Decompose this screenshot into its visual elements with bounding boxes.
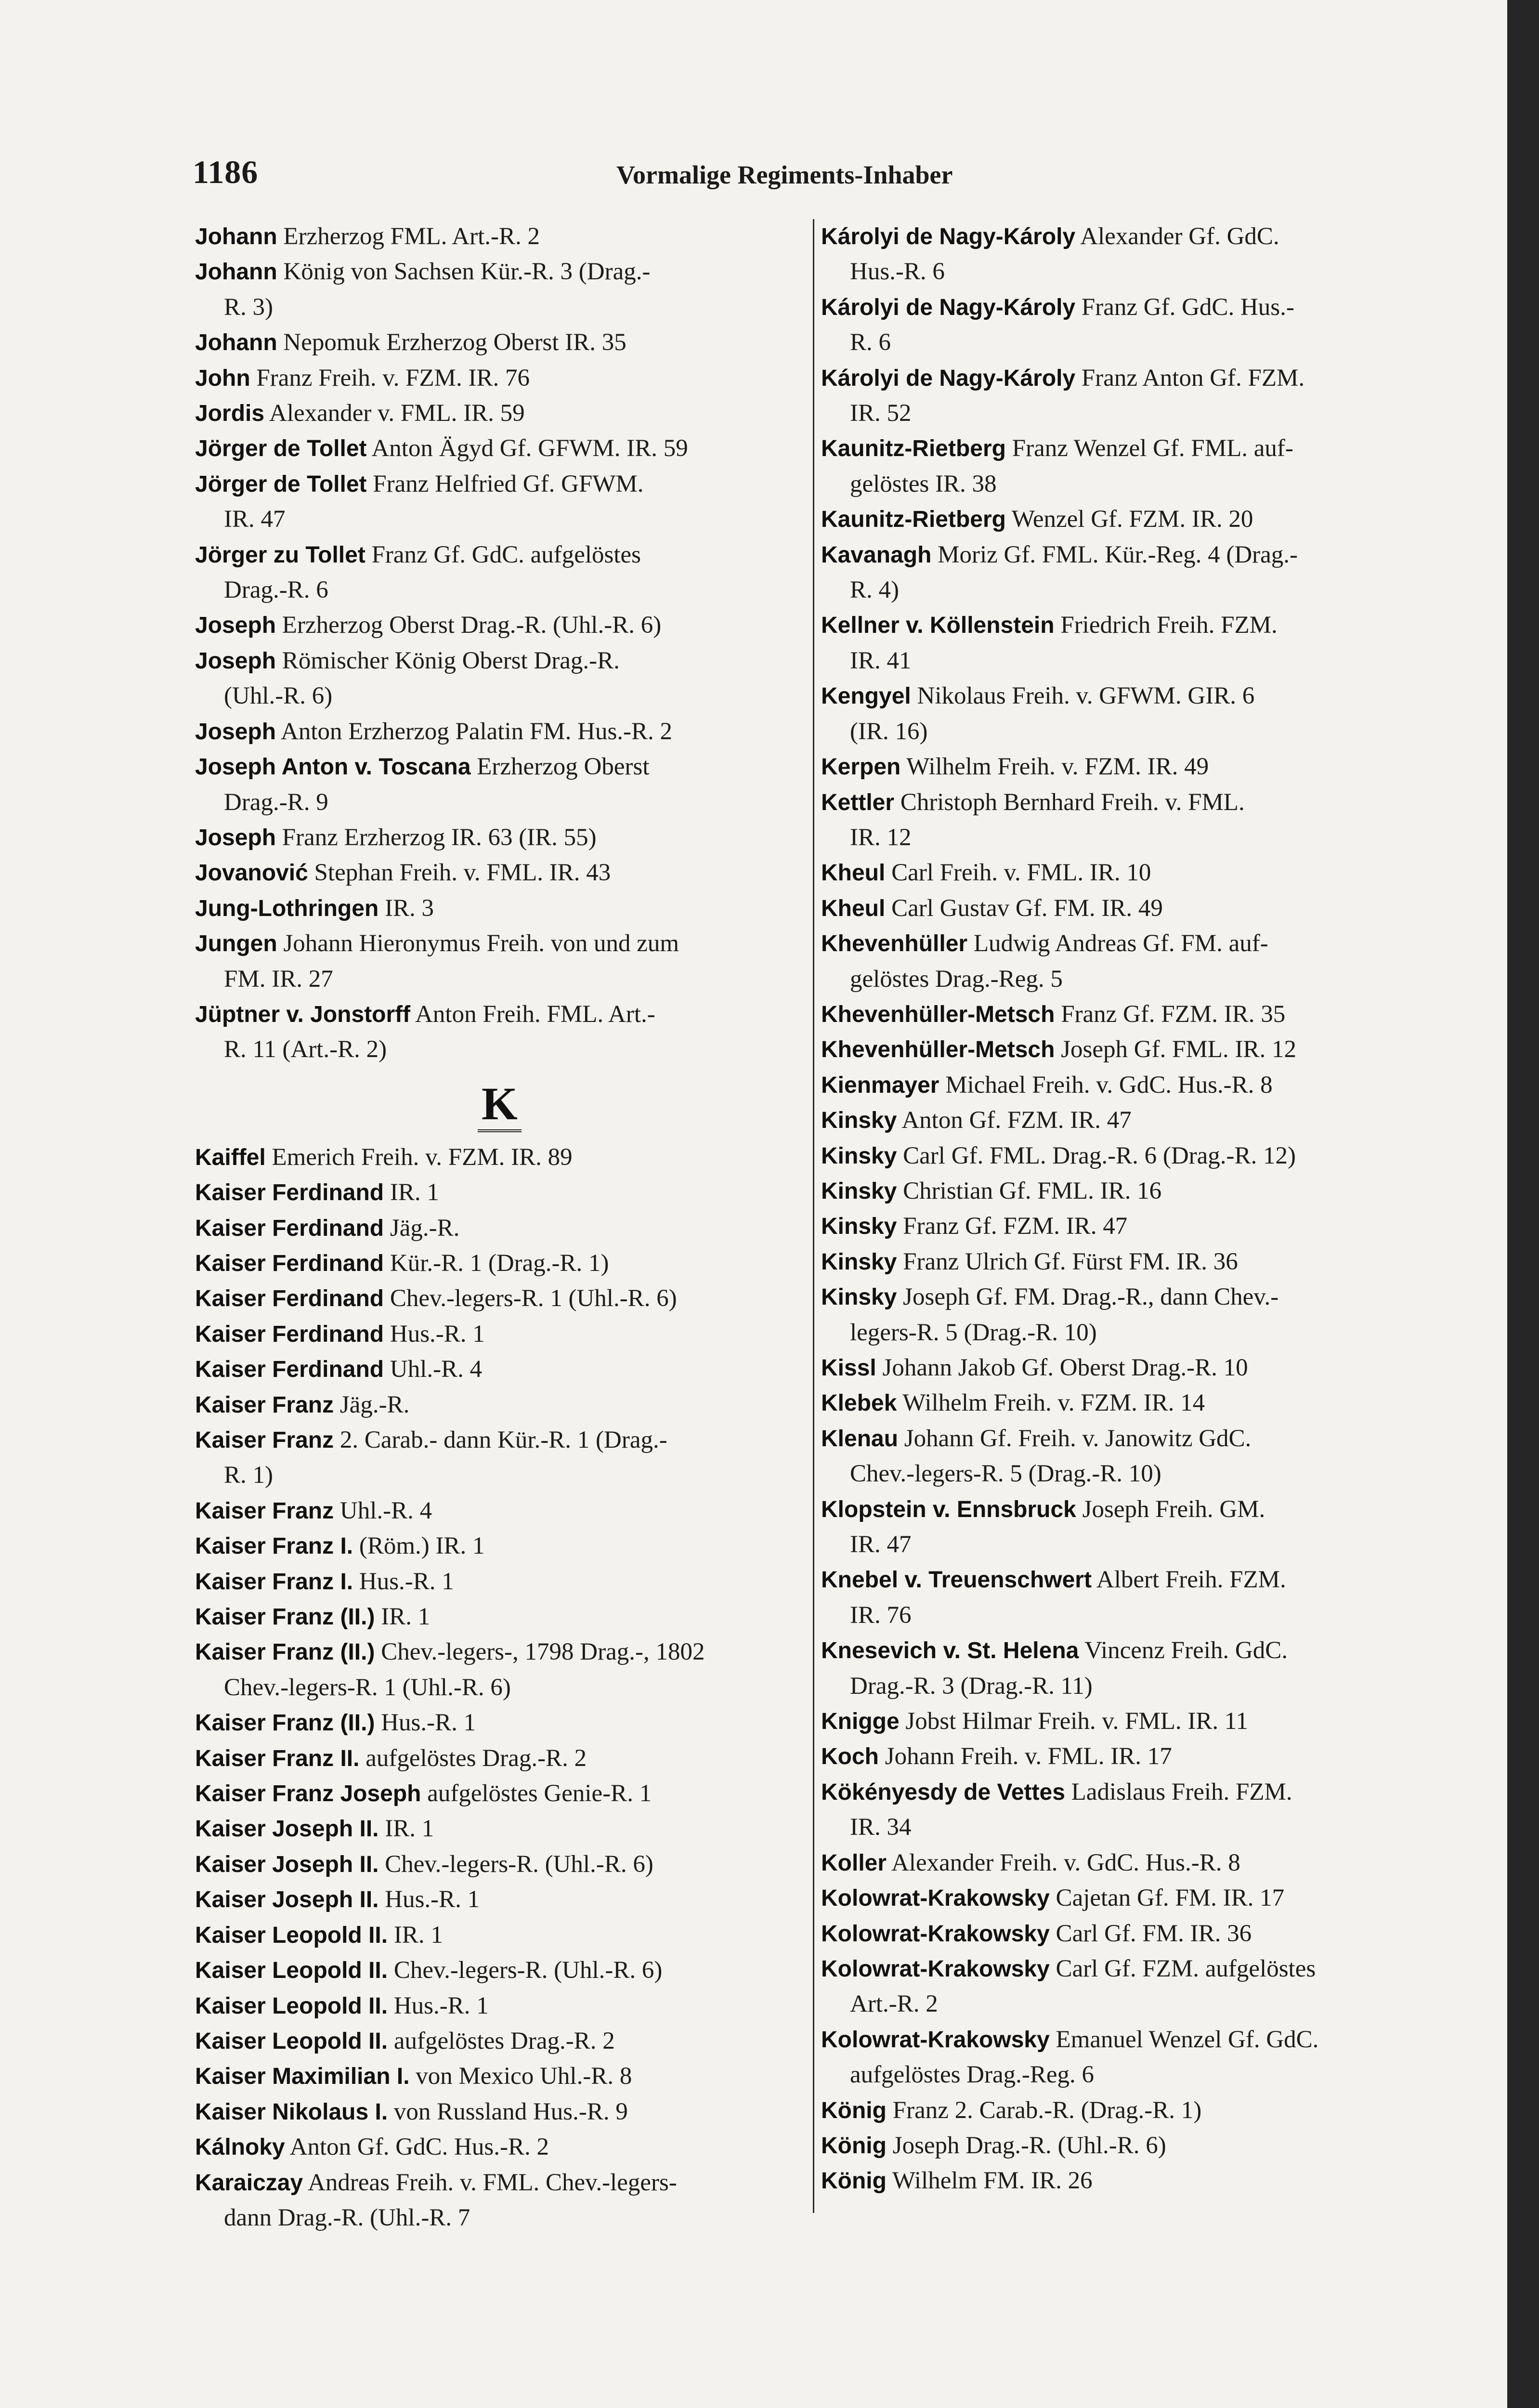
entry-details: Carl Gf. FML. Drag.-R. 6 (Drag.-R. 12) — [903, 1142, 1296, 1169]
scan-edge — [1507, 0, 1539, 2408]
entry-name: Kaiser Ferdinand — [195, 1180, 384, 1206]
entry-name: Klenau — [821, 1426, 899, 1452]
left-entries-j — [195, 219, 804, 1068]
entry-details: IR. 3 — [385, 894, 434, 922]
entry-details: aufgelöstes Genie-R. 1 — [427, 1780, 652, 1807]
entry-name: Kaunitz-Rietberg — [821, 507, 1006, 533]
index-entry — [195, 891, 804, 926]
entry-details: Nikolaus Freih. v. GFWM. GIR. 6 — [917, 682, 1255, 710]
entry-details: Franz Wenzel Gf. FML. auf- — [1012, 435, 1293, 462]
entry-name: Kengyel — [821, 683, 911, 709]
entry-name: Johann — [195, 224, 277, 249]
entry-details: IR. 1 — [393, 1921, 443, 1949]
entry-details: Jäg.-R. — [339, 1391, 410, 1418]
index-entry — [195, 1882, 804, 1917]
entry-name: Kaiser Leopold II. — [195, 2028, 388, 2054]
entry-details: Joseph Freih. GM. — [1082, 1495, 1265, 1523]
index-entry — [195, 1776, 804, 1811]
index-entry — [821, 2163, 1435, 2199]
entry-continuation: IR. 47 — [224, 506, 286, 533]
index-entry — [195, 1811, 804, 1846]
index-entry — [821, 1916, 1435, 1951]
entry-name: Joseph — [195, 719, 276, 745]
section-letter-text: K — [478, 1078, 522, 1132]
index-entry — [821, 1209, 1435, 1244]
entry-name: Jordis — [195, 401, 265, 427]
index-entry — [195, 325, 804, 360]
entry-name: Jörger zu Tollet — [195, 542, 365, 568]
index-entry — [821, 537, 1435, 608]
entry-details: Chev.-legers-R. 1 (Uhl.-R. 6) — [390, 1285, 677, 1312]
entry-name: Kaunitz-Rietberg — [821, 436, 1006, 462]
entry-details: Anton Ägyd Gf. GFWM. IR. 59 — [371, 435, 688, 462]
index-entry — [195, 1989, 804, 2024]
entry-name: Kheul — [821, 895, 886, 921]
entry-name: Khevenhüller — [821, 931, 968, 957]
entry-continuation: aufgelöstes Drag.-Reg. 6 — [850, 2061, 1095, 2089]
entry-name: Jörger de Tollet — [195, 471, 367, 497]
entry-continuation: Chev.-legers-R. 5 (Drag.-R. 10) — [850, 1460, 1161, 1488]
entry-name: Kinsky — [821, 1214, 897, 1240]
entry-name: Kaiser Franz — [195, 1498, 334, 1524]
index-entry — [821, 1386, 1435, 1421]
entry-details: Hus.-R. 1 — [385, 1886, 480, 1913]
index-entry — [821, 891, 1435, 926]
entry-name: Kaiser Franz (II.) — [195, 1639, 375, 1665]
entry-details: Carl Gf. FM. IR. 36 — [1056, 1920, 1252, 1947]
index-entry — [195, 254, 804, 325]
entry-name: Kaiser Franz Joseph — [195, 1781, 421, 1807]
entry-details: Alexander Gf. GdC. — [1080, 223, 1279, 250]
entry-name: Kaiser Ferdinand — [195, 1357, 384, 1383]
running-title: Vormalige Regiments-Inhaber — [616, 160, 953, 189]
index-entry — [195, 997, 804, 1068]
index-entry — [821, 855, 1435, 890]
index-entry — [195, 714, 804, 749]
entry-name: Karaiczay — [195, 2170, 303, 2196]
entry-continuation: Hus.-R. 6 — [850, 258, 945, 286]
entry-name: Kettler — [821, 789, 895, 815]
entry-continuation: gelöstes Drag.-Reg. 5 — [850, 965, 1063, 993]
column-divider — [813, 219, 814, 2213]
index-entry — [195, 1847, 804, 1882]
entry-name: Kavanagh — [821, 542, 932, 568]
entry-details: Johann Jakob Gf. Oberst Drag.-R. 10 — [882, 1354, 1248, 1381]
index-entry — [821, 1244, 1435, 1280]
entry-name: Jung-Lothringen — [195, 895, 379, 921]
entry-continuation: (IR. 16) — [850, 718, 928, 745]
entry-continuation: IR. 47 — [850, 1531, 912, 1558]
entry-details: (Röm.) IR. 1 — [359, 1532, 485, 1560]
entry-details: Albert Freih. FZM. — [1096, 1566, 1286, 1594]
entry-continuation: Drag.-R. 6 — [224, 576, 328, 604]
entry-details: Franz Helfried Gf. GFWM. — [373, 470, 644, 497]
entry-details: von Mexico Uhl.-R. 8 — [416, 2063, 632, 2090]
index-entry — [821, 1139, 1435, 1174]
entry-name: Kienmayer — [821, 1072, 939, 1098]
index-entry — [821, 749, 1435, 785]
entry-details: Anton Gf. GdC. Hus.-R. 2 — [289, 2133, 549, 2161]
entry-name: Johann — [195, 259, 277, 285]
entry-name: Jüptner v. Jonstorff — [195, 1001, 411, 1027]
index-entry — [195, 855, 804, 890]
entry-details: Emanuel Wenzel Gf. GdC. — [1056, 2026, 1319, 2053]
entry-name: Kellner v. Köllenstein — [821, 613, 1055, 639]
index-entry — [195, 1387, 804, 1423]
entry-details: von Russland Hus.-R. 9 — [393, 2098, 628, 2125]
entry-name: Kissl — [821, 1355, 876, 1381]
entry-name: Khevenhüller-Metsch — [821, 1001, 1055, 1027]
index-entry — [195, 537, 804, 608]
entry-details: Wilhelm Freih. v. FZM. IR. 14 — [902, 1389, 1205, 1417]
entry-details: Hus.-R. 1 — [381, 1709, 476, 1737]
entry-name: Joseph — [195, 824, 276, 851]
index-entry — [821, 1421, 1435, 1492]
entry-details: Joseph Gf. FM. Drag.-R., dann Chev.- — [903, 1283, 1279, 1311]
index-entry — [195, 2024, 804, 2059]
index-entry — [195, 1246, 804, 1281]
entry-details: Jobst Hilmar Freih. v. FML. IR. 11 — [905, 1708, 1249, 1735]
entry-continuation: legers-R. 5 (Drag.-R. 10) — [850, 1319, 1097, 1346]
index-entry — [821, 1951, 1435, 2022]
entry-details: Uhl.-R. 4 — [390, 1356, 483, 1383]
index-entry — [821, 997, 1435, 1032]
entry-name: Kolowrat-Krakowsky — [821, 1885, 1050, 1911]
entry-name: Kaiser Joseph II. — [195, 1887, 379, 1913]
entry-name: Kolowrat-Krakowsky — [821, 1956, 1050, 1982]
entry-details: Franz Erzherzog IR. 63 (IR. 55) — [282, 824, 597, 851]
entry-details: Hus.-R. 1 — [390, 1320, 485, 1348]
entry-details: Chev.-legers-, 1798 Drag.-, 1802 — [381, 1638, 705, 1666]
index-entry — [195, 820, 804, 855]
index-entry — [195, 1211, 804, 1246]
entry-details: Franz Freih. v. FZM. IR. 76 — [256, 364, 530, 392]
index-entry — [821, 1103, 1435, 1138]
index-entry — [821, 2093, 1435, 2128]
entry-details: Franz Ulrich Gf. Fürst FM. IR. 36 — [903, 1248, 1238, 1275]
entry-name: Kinsky — [821, 1143, 897, 1169]
entry-details: Uhl.-R. 4 — [339, 1497, 432, 1524]
index-entry — [195, 926, 804, 997]
entry-details: Cajetan Gf. FM. IR. 17 — [1056, 1885, 1285, 1912]
entry-details: Joseph Gf. FML. IR. 12 — [1061, 1036, 1296, 1063]
entry-details: Franz Anton Gf. FZM. — [1081, 364, 1305, 392]
entry-continuation: R. 6 — [850, 329, 891, 356]
index-entry — [821, 1562, 1435, 1633]
entry-name: Johann — [195, 330, 277, 356]
entry-details: aufgelöstes Drag.-R. 2 — [393, 2027, 615, 2055]
entry-details: Römischer König Oberst Drag.-R. — [282, 647, 620, 674]
entry-details: Erzherzog FML. Art.-R. 2 — [283, 223, 540, 250]
index-entry — [195, 396, 804, 431]
entry-name: König — [821, 2133, 887, 2159]
index-entry — [195, 361, 804, 396]
right-entries-k — [821, 219, 1435, 2199]
index-entry — [195, 2130, 804, 2165]
index-entry — [195, 1140, 804, 1175]
entry-details: Alexander Freih. v. GdC. Hus.-R. 8 — [891, 1849, 1240, 1876]
entry-details: Johann Freih. v. FML. IR. 17 — [885, 1743, 1172, 1770]
entry-details: Wilhelm FM. IR. 26 — [892, 2167, 1093, 2195]
entry-name: Knigge — [821, 1709, 900, 1735]
entry-continuation: IR. 12 — [850, 824, 912, 851]
entry-details: Emerich Freih. v. FZM. IR. 89 — [272, 1143, 573, 1171]
entry-name: Kinsky — [821, 1178, 897, 1204]
left-entries-k — [195, 1140, 804, 2236]
entry-details: Alexander v. FML. IR. 59 — [269, 400, 525, 427]
index-entry — [821, 361, 1435, 432]
entry-details: Johann Gf. Freih. v. Janowitz GdC. — [904, 1425, 1252, 1452]
entry-details: Stephan Freih. v. FML. IR. 43 — [314, 859, 611, 887]
index-entry — [195, 1529, 804, 1564]
entry-name: Kolowrat-Krakowsky — [821, 1921, 1050, 1947]
index-entry — [821, 219, 1435, 290]
entry-continuation: IR. 41 — [850, 647, 912, 674]
entry-continuation: Drag.-R. 9 — [224, 788, 328, 816]
entry-name: Kaiser Franz (II.) — [195, 1604, 375, 1630]
entry-name: Kaiser Franz — [195, 1427, 334, 1453]
entry-name: Kaiser Leopold II. — [195, 1993, 388, 2019]
entry-name: Kaiffel — [195, 1144, 266, 1170]
entry-details: 2. Carab.- dann Kür.-R. 1 (Drag.- — [339, 1426, 667, 1453]
entry-name: Károlyi de Nagy-Károly — [821, 365, 1076, 391]
entry-name: Kaiser Franz — [195, 1392, 334, 1418]
entry-name: Kaiser Franz I. — [195, 1569, 353, 1595]
entry-name: Kinsky — [821, 1284, 897, 1310]
entry-details: König von Sachsen Kür.-R. 3 (Drag.- — [283, 258, 651, 286]
page-header — [193, 153, 1002, 196]
entry-name: Kaiser Leopold II. — [195, 1922, 388, 1948]
index-entry — [821, 1845, 1435, 1881]
entry-continuation: R. 3) — [224, 293, 273, 321]
entry-details: Carl Gf. FZM. aufgelöstes — [1056, 1955, 1316, 1982]
entry-name: Kerpen — [821, 754, 901, 780]
index-entry — [821, 2128, 1435, 2163]
index-entry — [821, 1881, 1435, 1916]
index-entry — [195, 1564, 804, 1599]
entry-name: Kaiser Nikolaus I. — [195, 2099, 388, 2125]
index-entry — [821, 1492, 1435, 1563]
entry-details: Anton Freih. FML. Art.- — [415, 1000, 655, 1028]
index-entry — [821, 926, 1435, 997]
entry-name: Klopstein v. Ennsbruck — [821, 1496, 1076, 1522]
entry-name: Jovanović — [195, 860, 308, 886]
entry-details: Nepomuk Erzherzog Oberst IR. 35 — [283, 329, 626, 356]
entry-continuation: (Uhl.-R. 6) — [224, 682, 333, 710]
index-entry — [195, 1953, 804, 1988]
entry-name: Kaiser Franz (II.) — [195, 1710, 375, 1736]
entry-details: IR. 1 — [390, 1179, 439, 1206]
index-entry — [195, 643, 804, 714]
entry-name: Joseph Anton v. Toscana — [195, 754, 471, 780]
right-column — [821, 219, 1435, 2199]
entry-details: Kür.-R. 1 (Drag.-R. 1) — [390, 1249, 609, 1277]
entry-details: Moriz Gf. FML. Kür.-Reg. 4 (Drag.- — [938, 541, 1298, 568]
entry-name: König — [821, 2168, 887, 2194]
index-entry — [195, 1352, 804, 1387]
entry-name: Kaiser Franz I. — [195, 1533, 353, 1559]
index-entry — [821, 1350, 1435, 1386]
entry-details: aufgelöstes Drag.-R. 2 — [365, 1744, 587, 1772]
index-entry — [195, 1599, 804, 1635]
entry-name: Kaiser Ferdinand — [195, 1215, 384, 1241]
index-entry — [195, 608, 804, 643]
entry-continuation: IR. 52 — [850, 400, 912, 427]
entry-details: Hus.-R. 1 — [359, 1568, 454, 1595]
index-entry — [821, 1704, 1435, 1739]
page-number: 1186 — [193, 154, 259, 190]
entry-details: Wenzel Gf. FZM. IR. 20 — [1011, 506, 1253, 533]
entry-name: Károlyi de Nagy-Károly — [821, 294, 1076, 320]
entry-details: Carl Gustav Gf. FM. IR. 49 — [891, 894, 1163, 922]
index-entry — [195, 1175, 804, 1210]
entry-name: Kaiser Leopold II. — [195, 1958, 388, 1984]
entry-details: Carl Freih. v. FML. IR. 10 — [891, 859, 1151, 887]
entry-name: Koch — [821, 1744, 879, 1770]
index-entry — [821, 2022, 1435, 2093]
entry-name: König — [821, 2097, 887, 2123]
index-entry — [195, 1281, 804, 1316]
entry-name: Kaiser Maximilian I. — [195, 2064, 410, 2090]
index-entry — [821, 290, 1435, 361]
index-entry — [195, 2165, 804, 2236]
entry-details: Erzherzog Oberst — [477, 753, 650, 781]
index-entry — [195, 1705, 804, 1741]
entry-details: Anton Gf. FZM. IR. 47 — [901, 1107, 1132, 1134]
entry-details: Ludwig Andreas Gf. FM. auf- — [973, 930, 1268, 957]
entry-details: Andreas Freih. v. FML. Chev.-legers- — [308, 2169, 677, 2196]
entry-continuation: Drag.-R. 3 (Drag.-R. 11) — [850, 1672, 1093, 1700]
entry-continuation: dann Drag.-R. (Uhl.-R. 7 — [224, 2204, 470, 2231]
index-entry — [195, 219, 804, 254]
index-entry — [195, 1423, 804, 1493]
entry-details: Jäg.-R. — [390, 1214, 460, 1242]
index-entry — [821, 1174, 1435, 1209]
entry-details: Chev.-legers-R. (Uhl.-R. 6) — [385, 1850, 653, 1878]
section-letter — [195, 1068, 804, 1140]
index-entry — [821, 1633, 1435, 1704]
entry-details: Franz 2. Carab.-R. (Drag.-R. 1) — [892, 2096, 1202, 2124]
entry-name: Kaiser Ferdinand — [195, 1250, 384, 1276]
index-entry — [821, 1068, 1435, 1103]
index-entry — [821, 1280, 1435, 1350]
index-entry — [821, 1739, 1435, 1774]
entry-name: Kálnoky — [195, 2134, 285, 2160]
entry-continuation: IR. 34 — [850, 1814, 912, 1841]
entry-details: Anton Erzherzog Palatin FM. Hus.-R. 2 — [280, 718, 673, 745]
entry-name: Koller — [821, 1850, 887, 1876]
entry-continuation: IR. 76 — [850, 1601, 912, 1629]
index-entry — [195, 2094, 804, 2130]
entry-continuation: gelöstes IR. 38 — [850, 470, 997, 497]
entry-name: Knesevich v. St. Helena — [821, 1638, 1079, 1664]
entry-continuation: R. 4) — [850, 576, 899, 604]
entry-name: Kaiser Joseph II. — [195, 1816, 379, 1842]
entry-name: Joseph — [195, 613, 276, 639]
entry-name: Kökényesdy de Vettes — [821, 1779, 1065, 1805]
index-entry — [821, 431, 1435, 502]
index-entry — [195, 749, 804, 820]
entry-details: IR. 1 — [381, 1603, 430, 1631]
entry-continuation: R. 1) — [224, 1462, 273, 1489]
entry-continuation: Art.-R. 2 — [850, 1990, 938, 2018]
entry-details: Chev.-legers-R. (Uhl.-R. 6) — [393, 1957, 663, 1984]
entry-continuation: FM. IR. 27 — [224, 965, 333, 993]
left-column — [195, 219, 804, 2236]
entry-details: Erzherzog Oberst Drag.-R. (Uhl.-R. 6) — [282, 612, 662, 639]
entry-details: Joseph Drag.-R. (Uhl.-R. 6) — [892, 2132, 1166, 2159]
entry-details: Friedrich Freih. FZM. — [1060, 612, 1278, 639]
entry-name: Joseph — [195, 648, 276, 674]
entry-details: Franz Gf. GdC. aufgelöstes — [371, 541, 641, 568]
index-entry — [195, 2059, 804, 2094]
entry-continuation: R. 11 (Art.-R. 2) — [224, 1036, 387, 1063]
index-entry — [821, 608, 1435, 679]
entry-name: Kolowrat-Krakowsky — [821, 2027, 1050, 2053]
entry-details: Christian Gf. FML. IR. 16 — [903, 1177, 1162, 1204]
index-entry — [821, 1032, 1435, 1067]
entry-details: Vincenz Freih. GdC. — [1084, 1637, 1288, 1664]
index-entry — [195, 1493, 804, 1529]
entry-name: Jungen — [195, 931, 277, 957]
entry-name: Klebek — [821, 1390, 897, 1416]
entry-continuation: Chev.-legers-R. 1 (Uhl.-R. 6) — [224, 1674, 511, 1701]
index-entry — [195, 467, 804, 537]
index-entry — [821, 1775, 1435, 1845]
index-entry — [195, 1317, 804, 1352]
entry-details: IR. 1 — [385, 1815, 434, 1843]
entry-name: Kaiser Ferdinand — [195, 1286, 384, 1312]
entry-details: Franz Gf. GdC. Hus.- — [1081, 293, 1294, 321]
entry-details: Franz Gf. FZM. IR. 47 — [903, 1213, 1128, 1240]
index-entry — [195, 1635, 804, 1705]
entry-name: Kheul — [821, 860, 886, 886]
entry-name: Kaiser Joseph II. — [195, 1851, 379, 1877]
entry-name: Károlyi de Nagy-Károly — [821, 224, 1076, 249]
entry-name: Knebel v. Treuenschwert — [821, 1567, 1092, 1593]
entry-details: Johann Hieronymus Freih. von und zum — [283, 930, 679, 957]
entry-details: Franz Gf. FZM. IR. 35 — [1061, 1000, 1286, 1028]
entry-name: Kaiser Ferdinand — [195, 1321, 384, 1347]
entry-name: Kinsky — [821, 1249, 897, 1275]
entry-name: Jörger de Tollet — [195, 436, 367, 462]
index-entry — [821, 785, 1435, 856]
entry-details: Christoph Bernhard Freih. v. FML. — [900, 788, 1245, 816]
entry-details: Hus.-R. 1 — [393, 1992, 489, 2019]
entry-details: Wilhelm Freih. v. FZM. IR. 49 — [906, 753, 1209, 781]
entry-details: Michael Freih. v. GdC. Hus.-R. 8 — [945, 1071, 1273, 1099]
index-entry — [821, 502, 1435, 537]
entry-details: Ladislaus Freih. FZM. — [1071, 1778, 1292, 1806]
entry-name: John — [195, 365, 250, 391]
index-entry — [821, 679, 1435, 749]
entry-name: Kinsky — [821, 1108, 897, 1134]
index-entry — [195, 431, 804, 466]
entry-name: Khevenhüller-Metsch — [821, 1037, 1055, 1063]
entry-name: Kaiser Franz II. — [195, 1745, 360, 1771]
index-entry — [195, 1741, 804, 1776]
index-entry — [195, 1918, 804, 1953]
